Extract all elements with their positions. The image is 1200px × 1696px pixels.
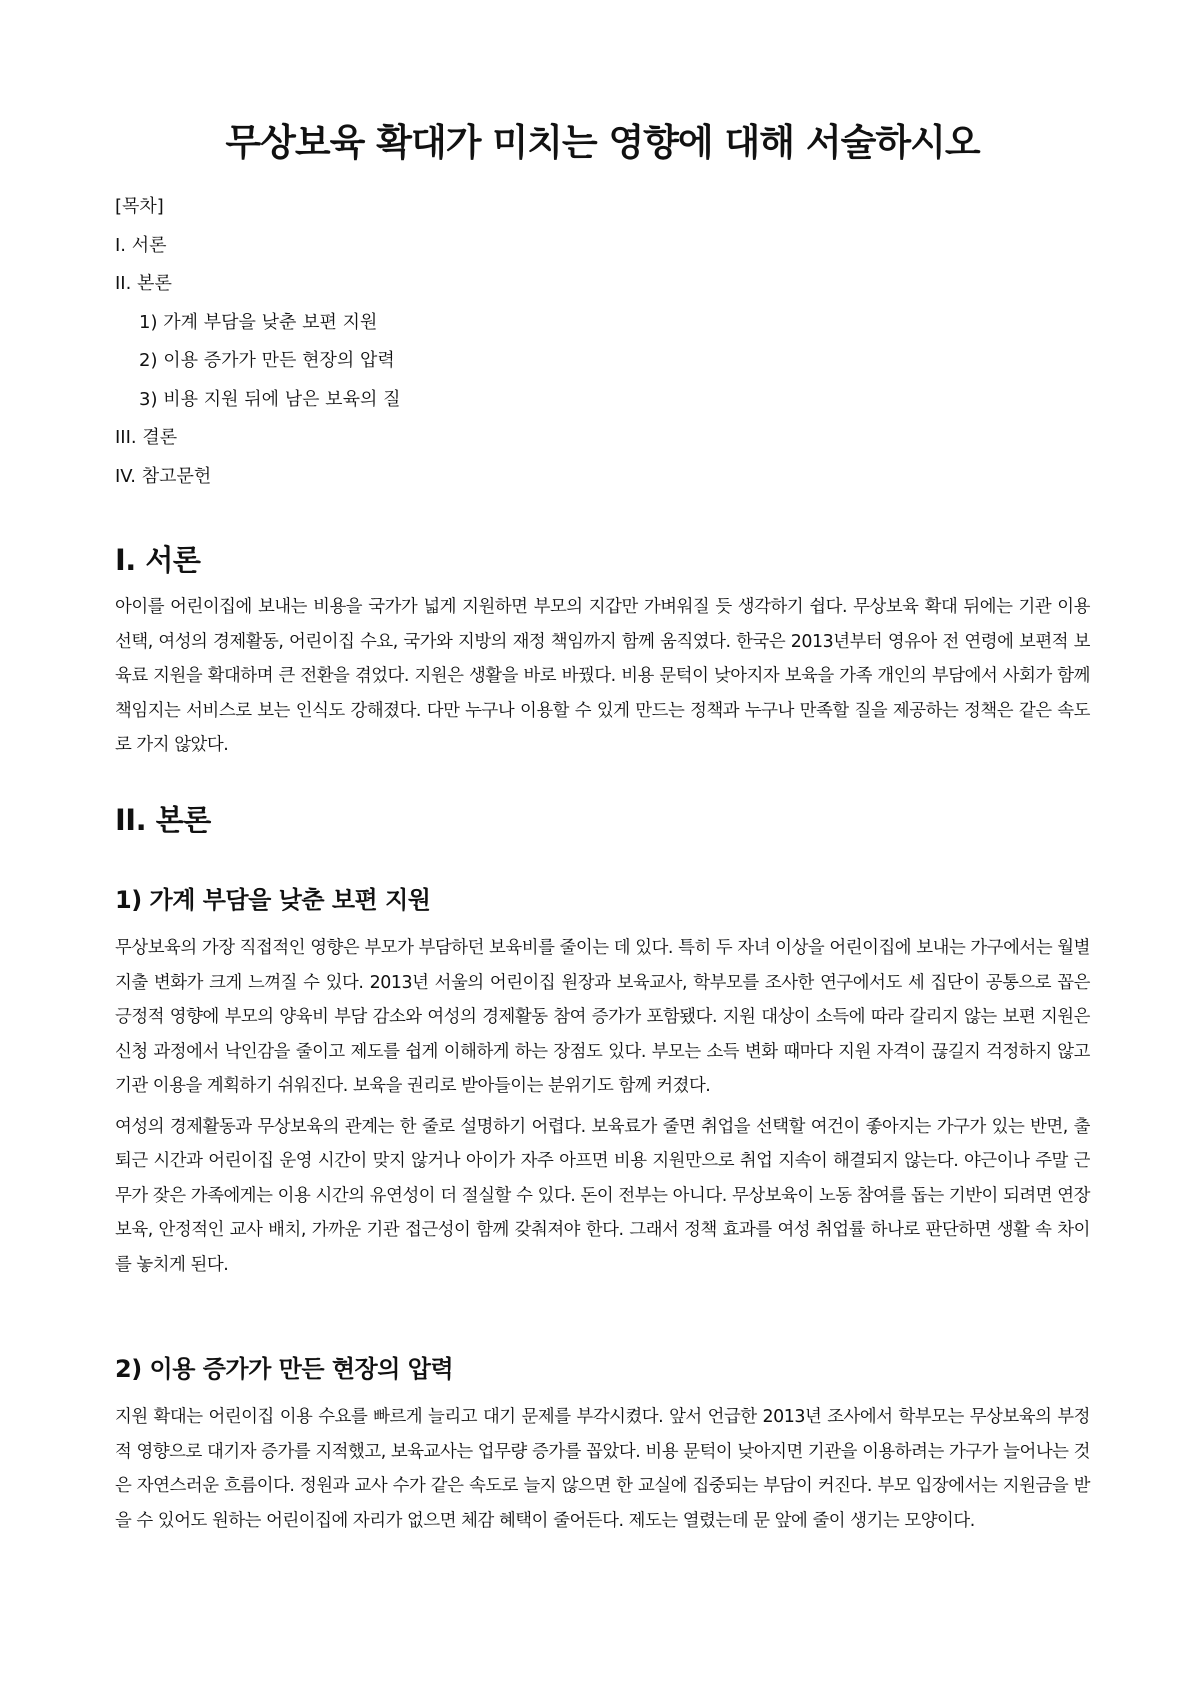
- intro-section: [115, 540, 1090, 763]
- subsection-1-paragraph-1: 무상보육의 가장 직접적인 영향은 부모가 부담하던 보육비를 줄이는 데 있다. 특히 두 자녀 이상을 어린이집에 보내는 가구에서는 월별 지출 변화가 크게 느껴질 수 있다. 2013년 서울의 어린이집 원장과 보육교사, 학부모를 조사한 연구에서도 세 집단이 공통으로 꼽은 긍정적 영향에 부모의 양육비 부담 감소와 여성의 경제활동 참여 증가가 포함됐다. 지원 대상이 소득에 따라 갈리지 않는 보편 지원은 신청 과정에서 낙인감을 줄이고 제도를 쉽게 이해하게 하는 장점도 있다. 부모는 소득 변화 때마다 지원 자격이 끊길지 걱정하지 않고 기관 이용을 계획하기 쉬워진다. 보육을 권리로 받아들이는 분위기도 함께 커졌다.: [115, 938, 1090, 1096]
- subsection-1-heading: 1) 가계 부담을 낮춘 보편 지원: [115, 886, 431, 914]
- intro-paragraph: 아이를 어린이집에 보내는 비용을 국가가 넓게 지원하면 부모의 지갑만 가벼워질 듯 생각하기 쉽다. 무상보육 확대 뒤에는 기관 이용 선택, 여성의 경제활동, 어린이집 수요, 국가와 지방의 재정 책임까지 함께 움직였다. 한국은 2013년부터 영유아 전 연령에 보편적 보육료 지원을 확대하며 큰 전환을 겪었다. 지원은 생활을 바로 바꿨다. 비용 문턱이 낮아지자 보육을 가족 개인의 부담에서 사회가 함께 책임지는 서비스로 보는 인식도 강해졌다. 다만 누구나 이용할 수 있게 만드는 정책과 누구나 만족할 질을 제공하는 정책은 같은 속도로 가지 않았다.: [115, 597, 1090, 755]
- subsection-2-paragraph: 지원 확대는 어린이집 이용 수요를 빠르게 늘리고 대기 문제를 부각시켰다. 앞서 언급한 2013년 조사에서 학부모는 무상보육의 부정적 영향으로 대기자 증가를 지적했고, 보육교사는 업무량 증가를 꼽았다. 비용 문턱이 낮아지면 기관을 이용하려는 가구가 늘어나는 것은 자연스러운 흐름이다. 정원과 교사 수가 같은 속도로 늘지 않으면 한 교실에 집중되는 부담이 커진다. 부모 입장에서는 지원금을 받을 수 있어도 원하는 어린이집에 자리가 없으면 체감 혜택이 줄어든다. 제도는 열렸는데 문 앞에 줄이 생기는 모양이다.: [115, 1407, 1090, 1531]
- body-subsection-1: [115, 883, 1090, 1282]
- toc-item-intro: I. 서론: [115, 234, 167, 256]
- document-title: 무상보육 확대가 미치는 영향에 대해 서술하시오: [225, 121, 980, 164]
- subsection-2-heading: 2) 이용 증가가 만든 현장의 압력: [115, 1355, 454, 1383]
- toc-heading: [목차]: [115, 196, 164, 217]
- toc-item-conclusion: III. 결론: [115, 427, 178, 448]
- body-section: [115, 800, 1090, 840]
- intro-heading: I. 서론: [115, 543, 201, 577]
- toc-item-body: II. 본론: [115, 273, 172, 294]
- body-subsection-2: [115, 1352, 1090, 1538]
- subsection-1-paragraph-2: 여성의 경제활동과 무상보육의 관계는 한 줄로 설명하기 어렵다. 보육료가 줄면 취업을 선택할 여건이 좋아지는 가구가 있는 반면, 출퇴근 시간과 어린이집 운영 시간이 맞지 않거나 아이가 자주 아프면 비용 지원만으로 취업 지속이 해결되지 않는다. 야근이나 주말 근무가 잦은 가족에게는 이용 시간의 유연성이 더 절실할 수 있다. 돈이 전부는 아니다. 무상보육이 노동 참여를 돕는 기반이 되려면 연장보육, 안정적인 교사 배치, 가까운 기관 접근성이 함께 갖춰져야 한다. 그래서 정책 효과를 여성 취업률 하나로 판단하면 생활 속 차이를 놓치게 된다.: [115, 1116, 1090, 1275]
- toc-item-body-2: 2) 이용 증가가 만든 현장의 압력: [139, 350, 395, 371]
- body-heading: II. 본론: [115, 803, 211, 837]
- toc-item-body-1: 1) 가계 부담을 낮춘 보편 지원: [139, 311, 378, 333]
- toc-item-references: IV. 참고문헌: [115, 465, 212, 487]
- table-of-contents: [115, 188, 1090, 496]
- toc-item-body-3: 3) 비용 지원 뒤에 남은 보육의 질: [139, 388, 401, 410]
